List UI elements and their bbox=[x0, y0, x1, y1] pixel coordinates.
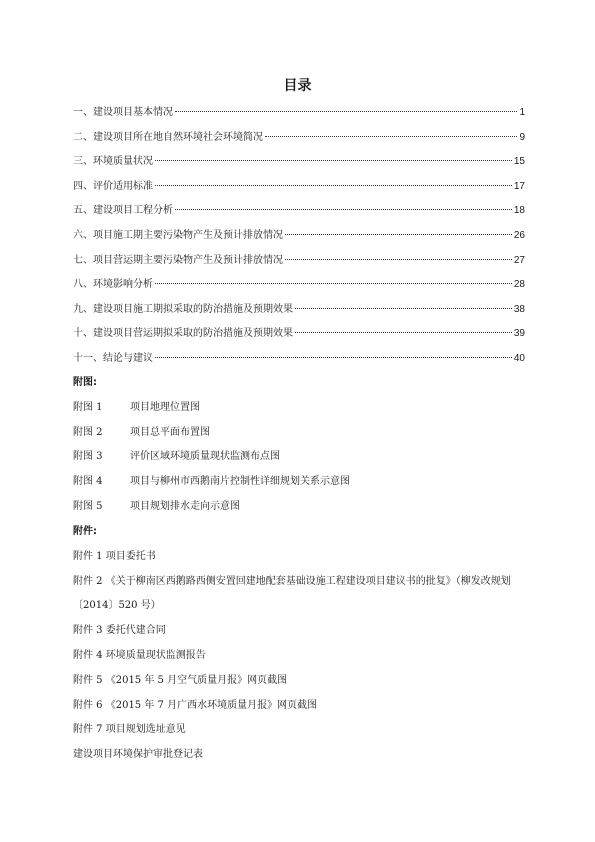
toc-entry-page-number: 27 bbox=[513, 254, 525, 266]
figure-number: 附图 1 bbox=[73, 401, 103, 413]
figure-number: 附图 4 bbox=[73, 476, 103, 488]
toc-entry-label: 一、建设项目基本情况 bbox=[73, 107, 173, 118]
attachment-item: 附件 3 委托代建合同 bbox=[73, 625, 166, 637]
toc-entry-label: 七、项目营运期主要污染物产生及预计排放情况 bbox=[73, 254, 283, 266]
toc-entry-page-number: 1 bbox=[519, 107, 525, 118]
toc-dot-leader bbox=[175, 111, 517, 112]
attachment-item: 附件 7 项目规划选址意见 bbox=[73, 724, 186, 736]
toc-entry-label: 二、建设项目所在地自然环境社会环境简况 bbox=[73, 131, 263, 143]
figure-title: 项目总平面布置图 bbox=[130, 426, 210, 438]
toc-entry-page-number: 26 bbox=[513, 229, 525, 241]
toc-entry-page-number: 15 bbox=[513, 156, 525, 168]
figure-title: 项目地理位置图 bbox=[130, 401, 200, 413]
toc-entry-page-number: 39 bbox=[513, 328, 525, 340]
toc-entry[interactable] bbox=[73, 298, 525, 323]
toc-dot-leader bbox=[295, 308, 512, 309]
toc-entry-label: 五、建设项目工程分析 bbox=[73, 205, 173, 217]
toc-dot-leader bbox=[285, 259, 512, 260]
toc-entry-page-number: 18 bbox=[513, 205, 525, 217]
figure-item bbox=[73, 445, 543, 470]
toc-entry-page-number: 28 bbox=[513, 279, 525, 291]
page-title: 目录 bbox=[283, 78, 312, 94]
toc-dot-leader bbox=[265, 136, 517, 137]
figure-item bbox=[73, 421, 543, 446]
toc-dot-leader bbox=[155, 185, 512, 186]
attachment-item: 附件 6 《2015 年 7 月广西水环境质量月报》网页截图 bbox=[73, 699, 318, 711]
toc-entry-label: 八、环境影响分析 bbox=[73, 279, 153, 291]
toc-entry[interactable] bbox=[73, 175, 525, 200]
toc-dot-leader bbox=[155, 357, 512, 358]
toc-dot-leader bbox=[295, 332, 512, 333]
toc-entry[interactable] bbox=[73, 322, 525, 347]
toc-entry-label: 三、环境质量状况 bbox=[73, 156, 153, 168]
toc-dot-leader bbox=[175, 209, 512, 210]
figure-title: 项目与柳州市西鹅南片控制性详细规划关系示意图 bbox=[130, 476, 350, 488]
toc-entry[interactable] bbox=[73, 347, 525, 372]
toc-dot-leader bbox=[155, 283, 512, 284]
table-of-contents bbox=[73, 101, 525, 372]
figure-item bbox=[73, 470, 543, 495]
figure-title: 项目规划排水走向示意图 bbox=[130, 500, 240, 512]
toc-entry[interactable] bbox=[73, 150, 525, 175]
attachment-item: 附件 5 《2015 年 5 月空气质量月报》网页截图 bbox=[73, 674, 288, 686]
attachment-item: 附件 2 《关于柳南区西鹅路西侧安置回建地配套基础设施工程建设项目建议书的批复》（柳发改规划〔2014〕520 号） bbox=[73, 575, 511, 612]
toc-entry-page-number: 9 bbox=[519, 131, 525, 143]
attachment-item: 附件 4 环境质量现状监测报告 bbox=[73, 649, 206, 661]
toc-entry[interactable] bbox=[73, 101, 525, 126]
figure-number: 附图 2 bbox=[73, 426, 103, 438]
registration-form-line: 建设项目环境保护审批登记表 bbox=[73, 749, 203, 761]
toc-entry[interactable] bbox=[73, 249, 525, 274]
toc-entry-page-number: 40 bbox=[513, 352, 525, 364]
attachment-item: 附件 1 项目委托书 bbox=[73, 550, 156, 562]
figures-heading: 附图: bbox=[73, 377, 97, 388]
figures-section bbox=[73, 371, 543, 520]
toc-entry-label: 十一、结论与建议 bbox=[73, 352, 153, 364]
attachments-section bbox=[73, 520, 543, 768]
figure-number: 附图 3 bbox=[73, 451, 103, 463]
toc-entry[interactable] bbox=[73, 273, 525, 298]
figure-title: 评价区域环境质量现状监测布点图 bbox=[130, 451, 280, 463]
attachments-heading: 附件: bbox=[73, 526, 97, 537]
toc-entry-page-number: 38 bbox=[513, 303, 525, 315]
toc-entry[interactable] bbox=[73, 126, 525, 151]
figure-item bbox=[73, 396, 543, 421]
toc-entry-label: 九、建设项目施工期拟采取的防治措施及预期效果 bbox=[73, 303, 293, 315]
figure-number: 附图 5 bbox=[73, 500, 103, 512]
toc-dot-leader bbox=[285, 234, 512, 235]
toc-entry[interactable] bbox=[73, 224, 525, 249]
toc-dot-leader bbox=[155, 160, 512, 161]
toc-entry[interactable] bbox=[73, 199, 525, 224]
toc-entry-label: 四、评价适用标准 bbox=[73, 180, 153, 192]
toc-entry-label: 十、建设项目营运期拟采取的防治措施及预期效果 bbox=[73, 328, 293, 340]
toc-entry-page-number: 17 bbox=[513, 180, 525, 192]
figure-item bbox=[73, 495, 543, 520]
toc-entry-label: 六、项目施工期主要污染物产生及预计排放情况 bbox=[73, 229, 283, 241]
